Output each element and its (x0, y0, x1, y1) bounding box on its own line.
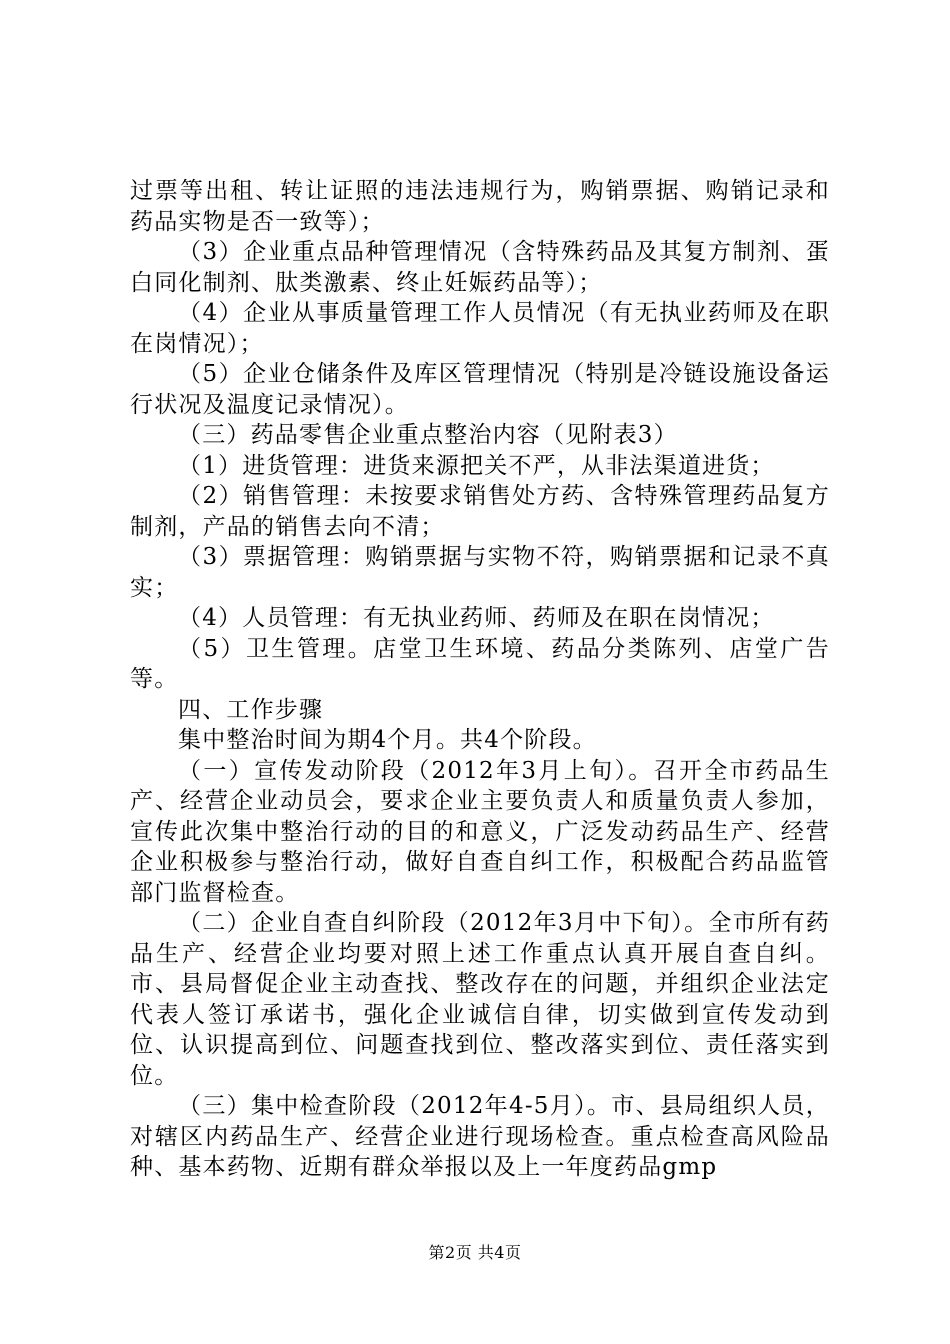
page-footer (0, 1243, 950, 1263)
document-body (130, 176, 830, 1183)
paragraph-3: （4）企业从事质量管理工作人员情况（有无执业药师及在职在岗情况）； (130, 300, 830, 357)
paragraph-12: 集中整治时间为期4个月。共4个阶段。 (178, 727, 597, 753)
paragraph-14: （二）企业自查自纠阶段（2012年3月中下旬）。全市所有药品生产、经营企业均要对照上述工作重点认真开展自查自纠。市、县局督促企业主动查找、整改存在的问题，并组织企业法定代表人签订承诺书，强化企业诚信自律，切实做到宣传发动到位、认识提高到位、问题查找到位、整改落实到位、责任落实到位。 (130, 910, 830, 1089)
paragraph-8: （3）票据管理：购销票据与实物不符，购销票据和记录不真实； (130, 544, 830, 601)
paragraph-10: （5）卫生管理。店堂卫生环境、药品分类陈列、店堂广告等。 (130, 635, 830, 692)
paragraph-13: （一）宣传发动阶段（2012年3月上旬）。召开全市药品生产、经营企业动员会，要求企业主要负责人和质量负责人参加，宣传此次集中整治行动的目的和意义，广泛发动药品生产、经营企业积极参与整治行动，做好自查自纠工作，积极配合药品监管部门监督检查。 (130, 757, 830, 906)
paragraph-6: （1）进货管理：进货来源把关不严，从非法渠道进货； (178, 452, 775, 479)
paragraph-15: （三）集中检查阶段（2012年4-5月）。市、县局组织人员，对辖区内药品生产、经营企业进行现场检查。重点检查高风险品种、基本药物、近期有群众举报以及上一年度药品gmp (130, 1093, 830, 1180)
page-number-label: 第2页 共4页 (428, 1243, 522, 1262)
paragraph-9: （4）人员管理：有无执业药师、药师及在职在岗情况； (178, 605, 775, 631)
section-heading-retail: （三）药品零售企业重点整治内容（见附表3） (178, 422, 678, 448)
paragraph-7: （2）销售管理：未按要求销售处方药、含特殊管理药品复方制剂，产品的销售去向不清； (130, 483, 830, 540)
paragraph-1: 过票等出租、转让证照的违法违规行为，购销票据、购销记录和药品实物是否一致等）； (130, 178, 830, 235)
paragraph-4: （5）企业仓储条件及库区管理情况（特别是冷链设施设备运行状况及温度记录情况）。 (130, 361, 830, 418)
section-heading-steps: 四、工作步骤 (178, 696, 324, 723)
paragraph-2: （3）企业重点品种管理情况（含特殊药品及其复方制剂、蛋白同化制剂、肽类激素、终止妊娠药品等）； (130, 239, 830, 296)
